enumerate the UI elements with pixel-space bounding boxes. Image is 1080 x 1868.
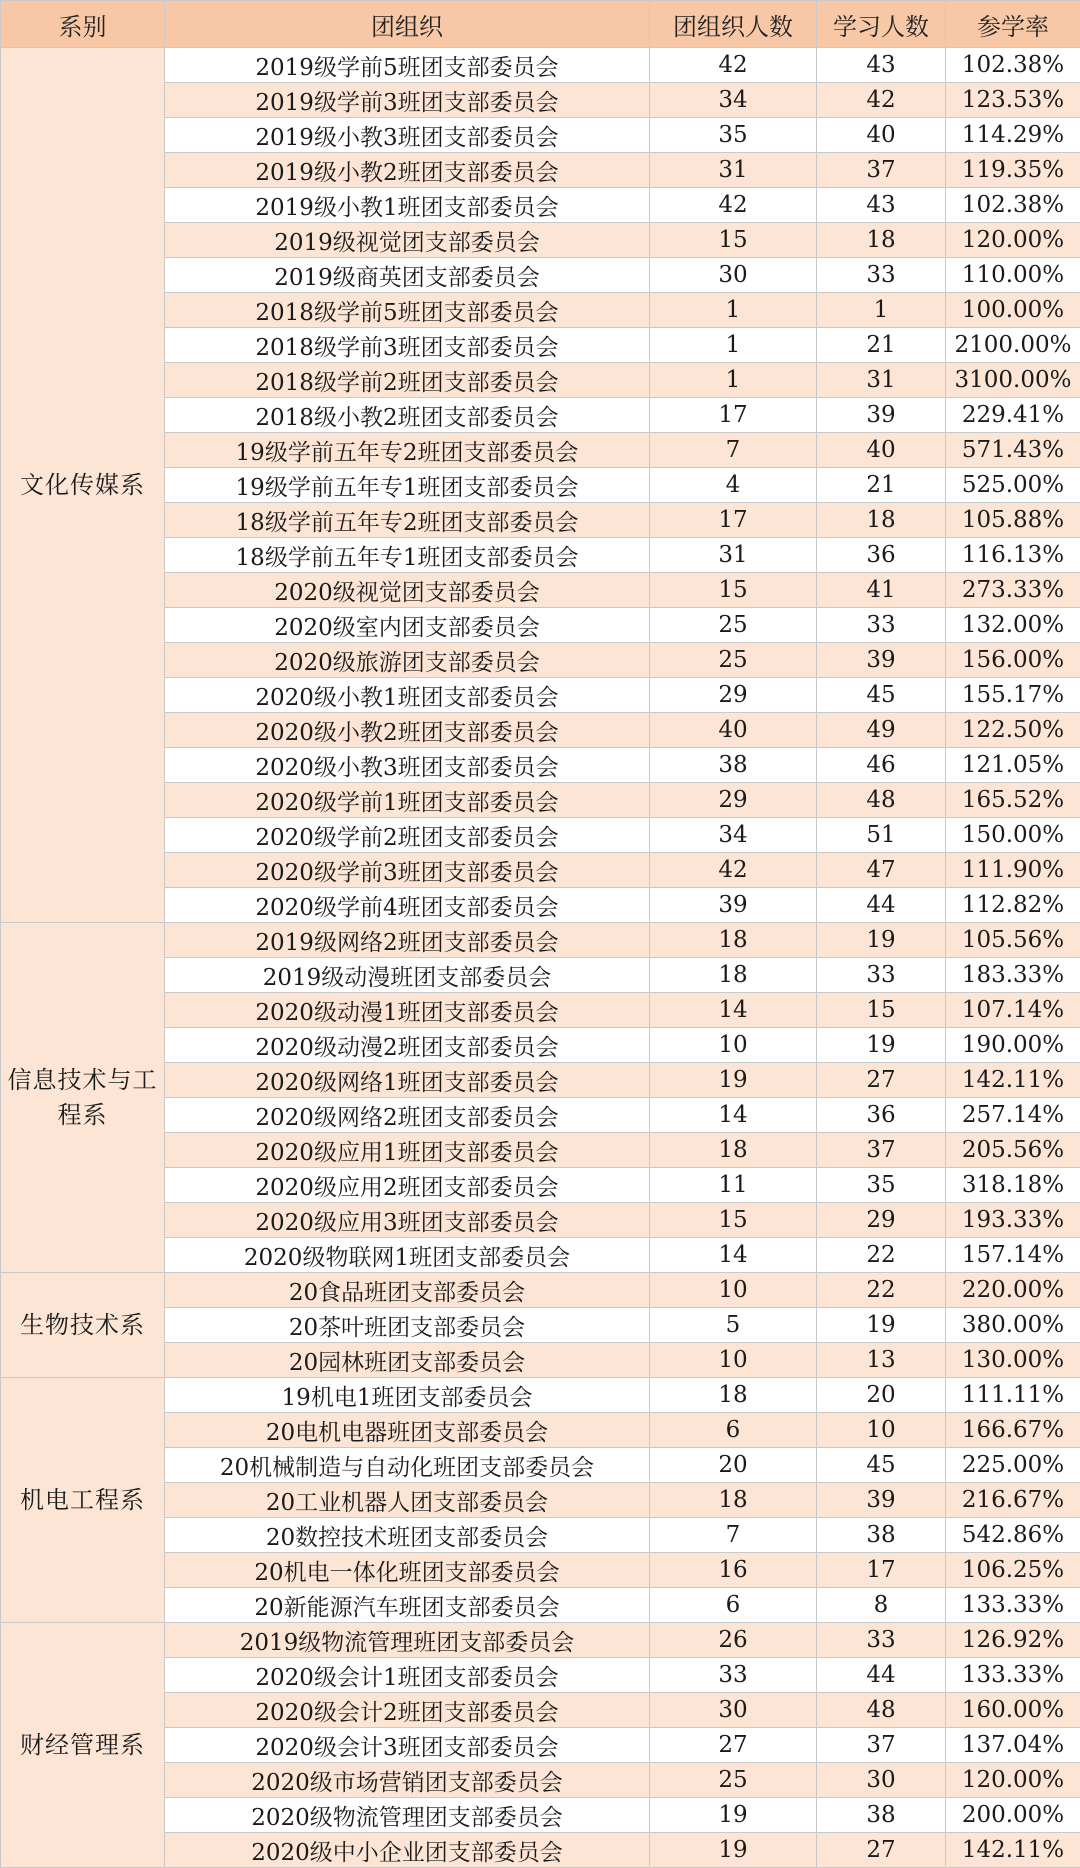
learners-cell: 41 (817, 573, 946, 608)
rate-cell: 106.25% (946, 1553, 1080, 1588)
learners-cell: 45 (817, 678, 946, 713)
header-members: 团组织人数 (650, 1, 817, 48)
members-cell: 1 (650, 363, 817, 398)
members-cell: 10 (650, 1028, 817, 1063)
members-cell: 10 (650, 1343, 817, 1378)
rate-cell: 102.38% (946, 188, 1080, 223)
org-cell: 2020级视觉团支部委员会 (165, 573, 650, 608)
header-org: 团组织 (165, 1, 650, 48)
rate-cell: 229.41% (946, 398, 1080, 433)
members-cell: 6 (650, 1588, 817, 1623)
members-cell: 35 (650, 118, 817, 153)
members-cell: 16 (650, 1553, 817, 1588)
rate-cell: 111.11% (946, 1378, 1080, 1413)
table-row (1, 48, 1080, 83)
members-cell: 19 (650, 1063, 817, 1098)
rate-cell: 133.33% (946, 1588, 1080, 1623)
members-cell: 6 (650, 1413, 817, 1448)
members-cell: 4 (650, 468, 817, 503)
learners-cell: 38 (817, 1798, 946, 1833)
members-cell: 17 (650, 398, 817, 433)
table-row (1, 1273, 1080, 1308)
learners-cell: 21 (817, 328, 946, 363)
learners-cell: 43 (817, 48, 946, 83)
learners-cell: 44 (817, 888, 946, 923)
members-cell: 15 (650, 1203, 817, 1238)
rate-cell: 116.13% (946, 538, 1080, 573)
department-cell: 信息技术与工程系 (1, 923, 165, 1273)
learners-cell: 35 (817, 1168, 946, 1203)
learners-cell: 19 (817, 923, 946, 958)
rate-cell: 105.88% (946, 503, 1080, 538)
members-cell: 34 (650, 818, 817, 853)
learners-cell: 46 (817, 748, 946, 783)
org-cell: 20茶叶班团支部委员会 (165, 1308, 650, 1343)
learners-cell: 17 (817, 1553, 946, 1588)
header-row (1, 1, 1080, 48)
learners-cell: 19 (817, 1308, 946, 1343)
org-cell: 2020级网络2班团支部委员会 (165, 1098, 650, 1133)
learners-cell: 33 (817, 1623, 946, 1658)
rate-cell: 121.05% (946, 748, 1080, 783)
rate-cell: 100.00% (946, 293, 1080, 328)
rate-cell: 220.00% (946, 1273, 1080, 1308)
members-cell: 15 (650, 223, 817, 258)
learners-cell: 51 (817, 818, 946, 853)
org-cell: 18级学前五年专2班团支部委员会 (165, 503, 650, 538)
header-learners: 学习人数 (817, 1, 946, 48)
learners-cell: 39 (817, 643, 946, 678)
org-cell: 2020级小教2班团支部委员会 (165, 713, 650, 748)
members-cell: 38 (650, 748, 817, 783)
members-cell: 15 (650, 573, 817, 608)
rate-cell: 200.00% (946, 1798, 1080, 1833)
rate-cell: 123.53% (946, 83, 1080, 118)
learners-cell: 38 (817, 1518, 946, 1553)
members-cell: 14 (650, 1098, 817, 1133)
learners-cell: 37 (817, 153, 946, 188)
members-cell: 7 (650, 1518, 817, 1553)
table-row (1, 923, 1080, 958)
members-cell: 27 (650, 1728, 817, 1763)
rate-cell: 112.82% (946, 888, 1080, 923)
org-cell: 2019级商英团支部委员会 (165, 258, 650, 293)
members-cell: 40 (650, 713, 817, 748)
org-cell: 2019级视觉团支部委员会 (165, 223, 650, 258)
org-cell: 20园林班团支部委员会 (165, 1343, 650, 1378)
department-cell: 机电工程系 (1, 1378, 165, 1623)
header-rate: 参学率 (946, 1, 1080, 48)
members-cell: 18 (650, 1378, 817, 1413)
org-cell: 2020级动漫1班团支部委员会 (165, 993, 650, 1028)
org-cell: 2020级中小企业团支部委员会 (165, 1833, 650, 1868)
learners-cell: 48 (817, 1693, 946, 1728)
rate-cell: 120.00% (946, 1763, 1080, 1798)
org-cell: 2020级动漫2班团支部委员会 (165, 1028, 650, 1063)
org-cell: 2020级应用1班团支部委员会 (165, 1133, 650, 1168)
learners-cell: 36 (817, 538, 946, 573)
learners-cell: 33 (817, 258, 946, 293)
members-cell: 18 (650, 1483, 817, 1518)
rate-cell: 542.86% (946, 1518, 1080, 1553)
org-cell: 20机械制造与自动化班团支部委员会 (165, 1448, 650, 1483)
members-cell: 11 (650, 1168, 817, 1203)
learners-cell: 18 (817, 223, 946, 258)
learners-cell: 33 (817, 608, 946, 643)
org-cell: 2019级学前3班团支部委员会 (165, 83, 650, 118)
rate-cell: 105.56% (946, 923, 1080, 958)
org-cell: 2018级学前5班团支部委员会 (165, 293, 650, 328)
members-cell: 39 (650, 888, 817, 923)
rate-cell: 130.00% (946, 1343, 1080, 1378)
department-cell: 财经管理系 (1, 1623, 165, 1868)
learners-cell: 20 (817, 1378, 946, 1413)
members-cell: 29 (650, 678, 817, 713)
org-cell: 20数控技术班团支部委员会 (165, 1518, 650, 1553)
header-department: 系别 (1, 1, 165, 48)
members-cell: 1 (650, 293, 817, 328)
department-cell: 生物技术系 (1, 1273, 165, 1378)
rate-cell: 205.56% (946, 1133, 1080, 1168)
org-cell: 2020级小教1班团支部委员会 (165, 678, 650, 713)
rate-cell: 165.52% (946, 783, 1080, 818)
learners-cell: 39 (817, 1483, 946, 1518)
members-cell: 42 (650, 853, 817, 888)
rate-cell: 122.50% (946, 713, 1080, 748)
members-cell: 18 (650, 923, 817, 958)
rate-cell: 190.00% (946, 1028, 1080, 1063)
learners-cell: 19 (817, 1028, 946, 1063)
learners-cell: 37 (817, 1728, 946, 1763)
learners-cell: 40 (817, 118, 946, 153)
rate-cell: 102.38% (946, 48, 1080, 83)
members-cell: 1 (650, 328, 817, 363)
org-cell: 19机电1班团支部委员会 (165, 1378, 650, 1413)
org-cell: 2019级学前5班团支部委员会 (165, 48, 650, 83)
learners-cell: 29 (817, 1203, 946, 1238)
rate-cell: 137.04% (946, 1728, 1080, 1763)
org-cell: 2020级旅游团支部委员会 (165, 643, 650, 678)
rate-cell: 132.00% (946, 608, 1080, 643)
learners-cell: 8 (817, 1588, 946, 1623)
learners-cell: 22 (817, 1273, 946, 1308)
rate-cell: 225.00% (946, 1448, 1080, 1483)
rate-cell: 120.00% (946, 223, 1080, 258)
rate-cell: 133.33% (946, 1658, 1080, 1693)
org-cell: 2019级网络2班团支部委员会 (165, 923, 650, 958)
members-cell: 17 (650, 503, 817, 538)
department-cell: 文化传媒系 (1, 48, 165, 923)
learners-cell: 27 (817, 1833, 946, 1868)
org-cell: 2020级室内团支部委员会 (165, 608, 650, 643)
learners-cell: 42 (817, 83, 946, 118)
learners-cell: 36 (817, 1098, 946, 1133)
learners-cell: 39 (817, 398, 946, 433)
org-cell: 2019级小教1班团支部委员会 (165, 188, 650, 223)
org-cell: 2020级网络1班团支部委员会 (165, 1063, 650, 1098)
org-cell: 2020级市场营销团支部委员会 (165, 1763, 650, 1798)
table-row (1, 1378, 1080, 1413)
org-cell: 2019级小教3班团支部委员会 (165, 118, 650, 153)
members-cell: 14 (650, 993, 817, 1028)
learners-cell: 13 (817, 1343, 946, 1378)
learners-cell: 49 (817, 713, 946, 748)
learners-cell: 37 (817, 1133, 946, 1168)
org-cell: 2020级会计1班团支部委员会 (165, 1658, 650, 1693)
table-row (1, 1623, 1080, 1658)
learners-cell: 43 (817, 188, 946, 223)
members-cell: 30 (650, 1693, 817, 1728)
org-cell: 2018级学前3班团支部委员会 (165, 328, 650, 363)
learners-cell: 48 (817, 783, 946, 818)
org-cell: 2018级学前2班团支部委员会 (165, 363, 650, 398)
learners-cell: 47 (817, 853, 946, 888)
org-cell: 2018级小教2班团支部委员会 (165, 398, 650, 433)
rate-cell: 216.67% (946, 1483, 1080, 1518)
org-cell: 20电机电器班团支部委员会 (165, 1413, 650, 1448)
org-cell: 18级学前五年专1班团支部委员会 (165, 538, 650, 573)
learners-cell: 10 (817, 1413, 946, 1448)
members-cell: 31 (650, 538, 817, 573)
org-cell: 2019级动漫班团支部委员会 (165, 958, 650, 993)
learners-cell: 18 (817, 503, 946, 538)
members-cell: 5 (650, 1308, 817, 1343)
org-cell: 19级学前五年专1班团支部委员会 (165, 468, 650, 503)
members-cell: 14 (650, 1238, 817, 1273)
table-body (1, 48, 1080, 1868)
rate-cell: 156.00% (946, 643, 1080, 678)
members-cell: 42 (650, 48, 817, 83)
rate-cell: 160.00% (946, 1693, 1080, 1728)
org-cell: 2020级学前2班团支部委员会 (165, 818, 650, 853)
org-cell: 2020级学前4班团支部委员会 (165, 888, 650, 923)
org-cell: 2020级应用2班团支部委员会 (165, 1168, 650, 1203)
members-cell: 33 (650, 1658, 817, 1693)
rate-cell: 110.00% (946, 258, 1080, 293)
org-cell: 20食品班团支部委员会 (165, 1273, 650, 1308)
rate-cell: 257.14% (946, 1098, 1080, 1133)
members-cell: 19 (650, 1798, 817, 1833)
rate-cell: 119.35% (946, 153, 1080, 188)
org-cell: 2020级会计2班团支部委员会 (165, 1693, 650, 1728)
org-cell: 19级学前五年专2班团支部委员会 (165, 433, 650, 468)
org-cell: 2020级会计3班团支部委员会 (165, 1728, 650, 1763)
learners-cell: 27 (817, 1063, 946, 1098)
org-cell: 20工业机器人团支部委员会 (165, 1483, 650, 1518)
rate-cell: 3100.00% (946, 363, 1080, 398)
learners-cell: 31 (817, 363, 946, 398)
org-cell: 20新能源汽车班团支部委员会 (165, 1588, 650, 1623)
org-cell: 20机电一体化班团支部委员会 (165, 1553, 650, 1588)
members-cell: 7 (650, 433, 817, 468)
members-cell: 25 (650, 643, 817, 678)
members-cell: 18 (650, 958, 817, 993)
rate-cell: 142.11% (946, 1063, 1080, 1098)
members-cell: 18 (650, 1133, 817, 1168)
rate-cell: 142.11% (946, 1833, 1080, 1868)
rate-cell: 273.33% (946, 573, 1080, 608)
members-cell: 20 (650, 1448, 817, 1483)
learners-cell: 44 (817, 1658, 946, 1693)
rate-cell: 126.92% (946, 1623, 1080, 1658)
rate-cell: 2100.00% (946, 328, 1080, 363)
members-cell: 31 (650, 153, 817, 188)
members-cell: 34 (650, 83, 817, 118)
org-cell: 2020级物流管理团支部委员会 (165, 1798, 650, 1833)
members-cell: 26 (650, 1623, 817, 1658)
rate-cell: 183.33% (946, 958, 1080, 993)
learners-cell: 15 (817, 993, 946, 1028)
rate-cell: 114.29% (946, 118, 1080, 153)
members-cell: 29 (650, 783, 817, 818)
learners-cell: 1 (817, 293, 946, 328)
rate-cell: 318.18% (946, 1168, 1080, 1203)
org-cell: 2020级应用3班团支部委员会 (165, 1203, 650, 1238)
rate-cell: 155.17% (946, 678, 1080, 713)
org-cell: 2019级小教2班团支部委员会 (165, 153, 650, 188)
learners-cell: 45 (817, 1448, 946, 1483)
members-cell: 10 (650, 1273, 817, 1308)
rate-cell: 193.33% (946, 1203, 1080, 1238)
learners-cell: 40 (817, 433, 946, 468)
members-cell: 25 (650, 1763, 817, 1798)
org-cell: 2020级学前3班团支部委员会 (165, 853, 650, 888)
rate-cell: 166.67% (946, 1413, 1080, 1448)
rate-cell: 107.14% (946, 993, 1080, 1028)
members-cell: 19 (650, 1833, 817, 1868)
rate-cell: 525.00% (946, 468, 1080, 503)
rate-cell: 157.14% (946, 1238, 1080, 1273)
rate-cell: 111.90% (946, 853, 1080, 888)
learners-cell: 30 (817, 1763, 946, 1798)
learners-cell: 22 (817, 1238, 946, 1273)
org-cell: 2020级物联网1班团支部委员会 (165, 1238, 650, 1273)
learners-cell: 33 (817, 958, 946, 993)
rate-cell: 150.00% (946, 818, 1080, 853)
org-cell: 2020级学前1班团支部委员会 (165, 783, 650, 818)
members-cell: 42 (650, 188, 817, 223)
rate-cell: 380.00% (946, 1308, 1080, 1343)
members-cell: 30 (650, 258, 817, 293)
learners-cell: 21 (817, 468, 946, 503)
org-cell: 2019级物流管理班团支部委员会 (165, 1623, 650, 1658)
rate-cell: 571.43% (946, 433, 1080, 468)
members-cell: 25 (650, 608, 817, 643)
org-cell: 2020级小教3班团支部委员会 (165, 748, 650, 783)
